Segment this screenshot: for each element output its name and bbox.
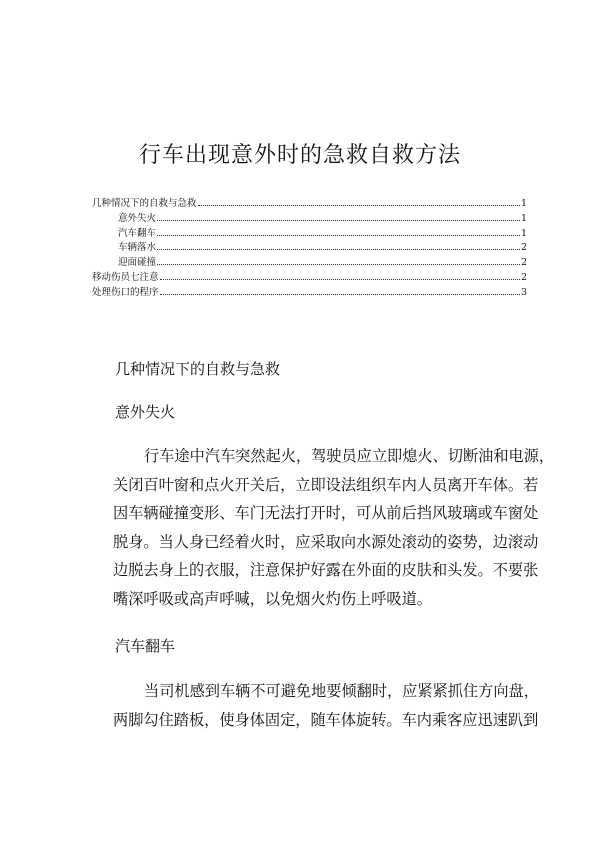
toc-page: 1 [520,212,527,224]
toc-page: 2 [520,271,527,283]
text-line: 脱身。当人身已经着火时，应采取向水源处滚动的姿势，边滚动 [113,532,539,551]
paragraph-rollover [113,677,539,734]
toc-label: 车辆落水 [118,242,157,254]
toc-entry[interactable] [92,269,527,284]
text-line: 边脱去身上的衣服，注意保护好露在外面的皮肤和头发。不要张 [113,561,539,579]
toc-page: 1 [520,198,527,209]
text-line: 嘴深呼吸或高声呼喊，以免烟火灼伤上呼吸道。 [113,589,432,608]
toc-leader [198,205,520,206]
toc-entry[interactable] [92,284,527,299]
text-line: 因车辆碰撞变形、车门无法打开时，可从前后挡风玻璃或车窗处 [113,504,539,522]
text-line: 行车途中汽车突然起火，驾驶员应立即熄火、切断油和电源， [144,447,555,465]
toc-label: 几种情况下的自救与急救 [92,198,197,209]
toc-page: 2 [520,257,527,269]
toc-entry[interactable] [92,210,527,225]
toc-leader [157,220,520,221]
table-of-contents [92,195,527,299]
toc-entry[interactable] [92,225,527,240]
toc-label: 移动伤员七注意 [92,271,159,283]
toc-entry[interactable] [92,239,527,254]
text-line: 两脚勾住踏板，使身体固定，随车体旋转。车内乘客应迅速趴到 [113,710,539,729]
toc-label: 汽车翻车 [118,227,157,239]
toc-leader [157,235,520,236]
toc-page: 1 [520,227,527,239]
toc-page: 3 [520,286,527,298]
toc-entry[interactable] [92,254,527,269]
toc-leader [160,279,520,280]
toc-label: 意外失火 [118,212,157,224]
text-line: 关闭百叶窗和点火开关后，立即设法组织车内人员离开车体。若 [113,475,539,494]
toc-label: 迎面碰撞 [118,257,157,269]
text-line: 当司机感到车辆不可避免地要倾翻时，应紧紧抓住方向盘， [144,682,539,700]
paragraph-fire [113,442,555,613]
document-title: 行车出现意外时的急救自救方法 [138,143,461,168]
subsection-heading: 意外失火 [115,403,176,421]
section-heading: 几种情况下的自救与急救 [115,360,281,378]
toc-leader [157,249,520,250]
toc-entry[interactable] [92,195,527,210]
toc-leader [160,294,520,295]
toc-page: 2 [520,242,527,254]
toc-label: 处理伤口的程序 [92,286,159,298]
subsection-heading: 汽车翻车 [115,637,176,655]
toc-leader [157,264,520,265]
